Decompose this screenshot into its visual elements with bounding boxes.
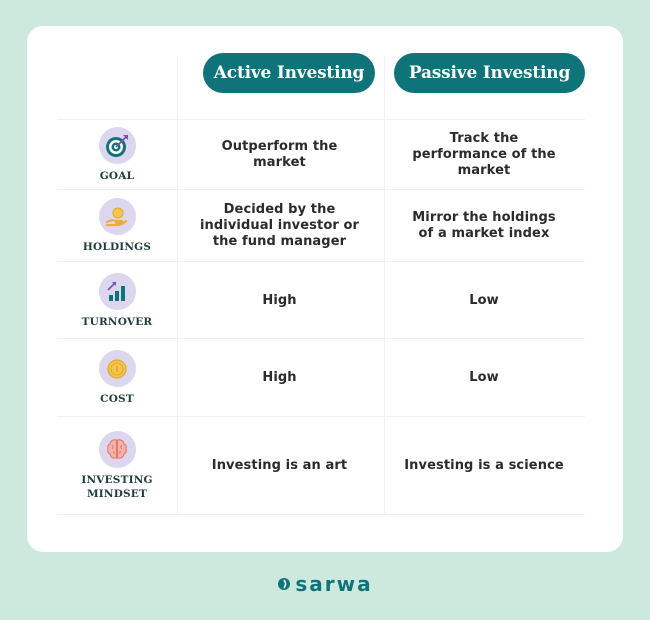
passive-cell: Track the performance of the market: [412, 131, 556, 178]
row-label: COST: [100, 393, 134, 405]
passive-cell: Mirror the holdings of a market index: [412, 210, 556, 241]
row-label: TURNOVER: [81, 315, 153, 328]
passive-cell: Investing is a science: [404, 457, 564, 473]
sarwa-logo: [0, 572, 650, 596]
row-label-cell: [57, 339, 177, 417]
passive-cell: Low: [469, 370, 499, 385]
bar-chart-up-icon: [99, 273, 136, 310]
row-label-cell: [57, 190, 177, 262]
row-label: GOAL: [99, 170, 135, 182]
row-label: HOLDINGS: [82, 241, 152, 253]
active-cell: High: [262, 292, 297, 308]
target-icon: [99, 127, 136, 164]
passive-investing-header: Passive Investing: [394, 53, 585, 93]
table-row-turnover: [57, 261, 585, 339]
sarwa-logo-icon: [277, 577, 291, 591]
row-label-cell: [57, 120, 177, 190]
table-row-holdings: [57, 189, 585, 262]
hand-coin-icon: [99, 198, 136, 235]
row-label-cell: [57, 262, 177, 339]
brain-icon: [99, 431, 136, 468]
table-row-cost: [57, 338, 585, 417]
row-label-cell: [57, 417, 177, 514]
active-cell: Outperform the market: [221, 139, 338, 170]
brand-name: sarwa: [295, 572, 373, 596]
table-row-investing-mindset: [57, 416, 585, 515]
coin-icon: [99, 350, 136, 387]
active-cell: Investing is an art: [211, 457, 348, 473]
active-cell: Decided by the individual investor or the fund manager: [199, 202, 360, 249]
row-label: INVESTING MINDSET: [81, 473, 153, 500]
comparison-card: [27, 26, 623, 552]
passive-cell: Low: [469, 292, 499, 308]
table-row-goal: [57, 119, 585, 190]
active-cell: High: [262, 370, 297, 385]
active-investing-header: Active Investing: [203, 53, 375, 93]
